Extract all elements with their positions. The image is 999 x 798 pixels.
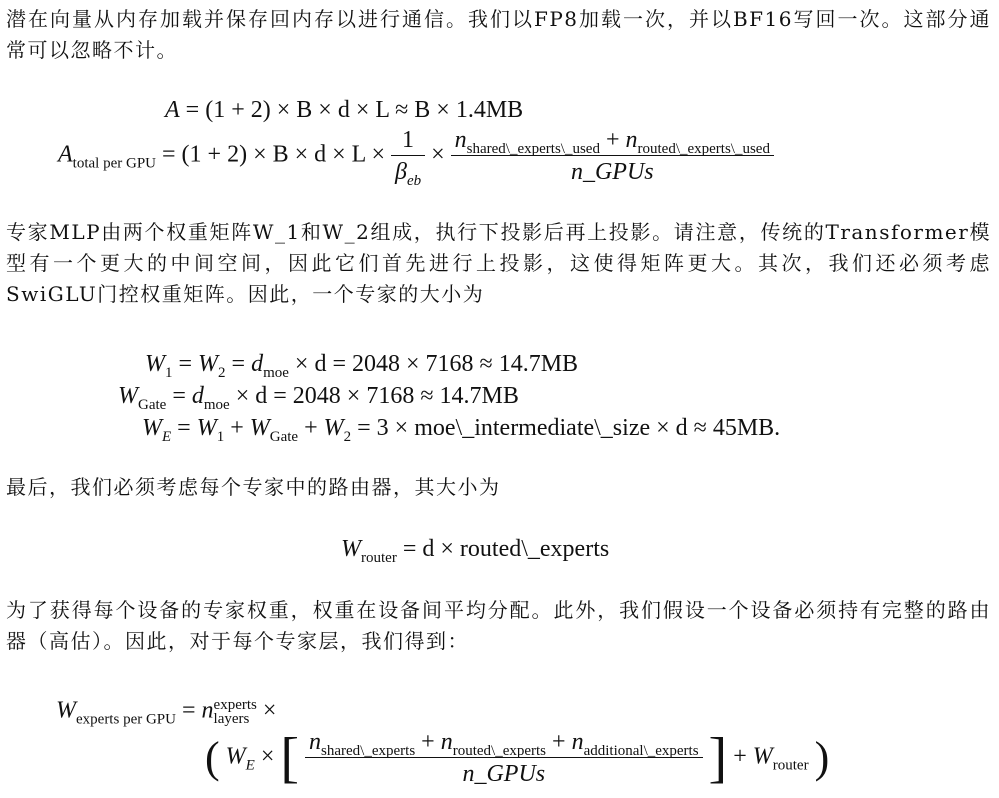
paragraph-router: 最后，我们必须考虑每个专家中的路由器，其大小为 xyxy=(6,475,501,499)
eq7-left-paren: ( xyxy=(205,733,220,782)
paragraph-per-device: 为了获得每个设备的专家权重，权重在设备间平均分配。此外，我们假设一个设备必须持有完整的路由器（高估）。因此，对于每个专家层，我们得到： xyxy=(6,598,991,653)
equation-router: $W_{router} = d$ × routed\_experts xyxy=(341,536,610,566)
eq2-frac2-num: $n_{shared\backslash\_experts\backslash\_used} + n_{routed\backslash\_experts\backslash\_used}$ xyxy=(454,127,770,157)
eq7-frac-num: $n_{shared\backslash\_experts} + n_{routed\backslash\_experts} + n_{additional\backslash\_experts}$ xyxy=(309,729,699,759)
eq7-fraction xyxy=(305,730,703,786)
eq1-lhs: A xyxy=(165,97,180,123)
equation-activation-size: A = (1 + 2) × B × d × L ≈ B × 1.4MB xyxy=(165,97,524,123)
eq2-prefix: (1 + 2) × B × d × L × xyxy=(181,141,385,168)
eq7-right-bracket: ] xyxy=(708,727,728,789)
eq6-rhs: d × routed\_experts xyxy=(422,536,610,562)
paragraph-latent-vector: 潜在向量从内存加载并保存回内存以进行通信。我们以FP8加载一次，并以BF16写回一次。这部分通常可以忽略不计。 xyxy=(6,7,991,62)
equation-experts-per-gpu-line2: ( $W_E$ × [ $\frac{n_{shared\backslash\_experts} + n_{routed\backslash\_experts} + n_{additional\backslash\_experts}}{\text{n\_GPUs}}$ ] + $W_{router}$ ) xyxy=(205,727,830,789)
eq5-rhs: = 3 × moe\_intermediate\_size × d ≈ 45MB. xyxy=(357,415,781,441)
eq2-frac1-num: 1 xyxy=(402,127,415,153)
equation-w-gate: $W_{Gate} = d_{moe} \times d = 2048 \times 7168 \approx 14.7MB$ xyxy=(118,383,519,413)
eq3-rhs: d = 2048 × 7168 ≈ 14.7MB xyxy=(314,351,579,377)
eq1-rhs: (1 + 2) × B × d × L ≈ B × 1.4MB xyxy=(205,97,524,123)
equation-experts-per-gpu-line1: $W_{experts per GPU} = n$ experts layers × xyxy=(56,697,277,728)
paragraph-expert-mlp: 专家MLP由两个权重矩阵W_1和W_2组成，执行下投影后再上投影。请注意，传统的Transformer模型有一个更大的中间空间，因此它们首先进行上投影，这使得矩阵更大。其次，我们还必须考虑SwiGLU门控权重矩阵。因此，一个专家的大小为 xyxy=(6,220,991,306)
eq2-times: × xyxy=(431,141,445,168)
eq2-fraction-experts xyxy=(451,128,774,184)
eq2-frac2-den: n_GPUs xyxy=(451,155,774,184)
equation-activation-per-gpu: $A_{total per GPU} = (1 + 2) \times B \times d \times L$ × $\frac{1}{\beta_{eb}}$ × $\frac{n_{shared\backslash\_experts\backslash\_used} + n_{routed\backslash\_experts\backslash\_used}}{\text{n\_GPUs}}$ xyxy=(58,128,774,184)
equation-w-expert: $W_E = W_1 + W_{Gate} + W_2 = 3$ × moe\_intermediate\_size × d ≈ 45MB. xyxy=(142,415,781,445)
eq2-frac1-den: $\beta_{eb}$ xyxy=(391,155,425,184)
eq7-frac-den: n_GPUs xyxy=(305,757,703,786)
eq2-lhs: A xyxy=(58,141,73,168)
eq2-fraction-beta xyxy=(391,127,425,189)
eq7-right-paren: ) xyxy=(814,733,830,782)
eq4-rhs: d = 2048 × 7168 ≈ 14.7MB xyxy=(255,383,519,409)
eq2-lhs-sub: total per GPU xyxy=(72,155,156,172)
equation-w1-w2: $W_1 = W_2 = d_{moe} \times d = 2048 \times 7168 \approx 14.7MB$ xyxy=(145,351,579,381)
eq7-left-bracket: [ xyxy=(280,727,300,789)
